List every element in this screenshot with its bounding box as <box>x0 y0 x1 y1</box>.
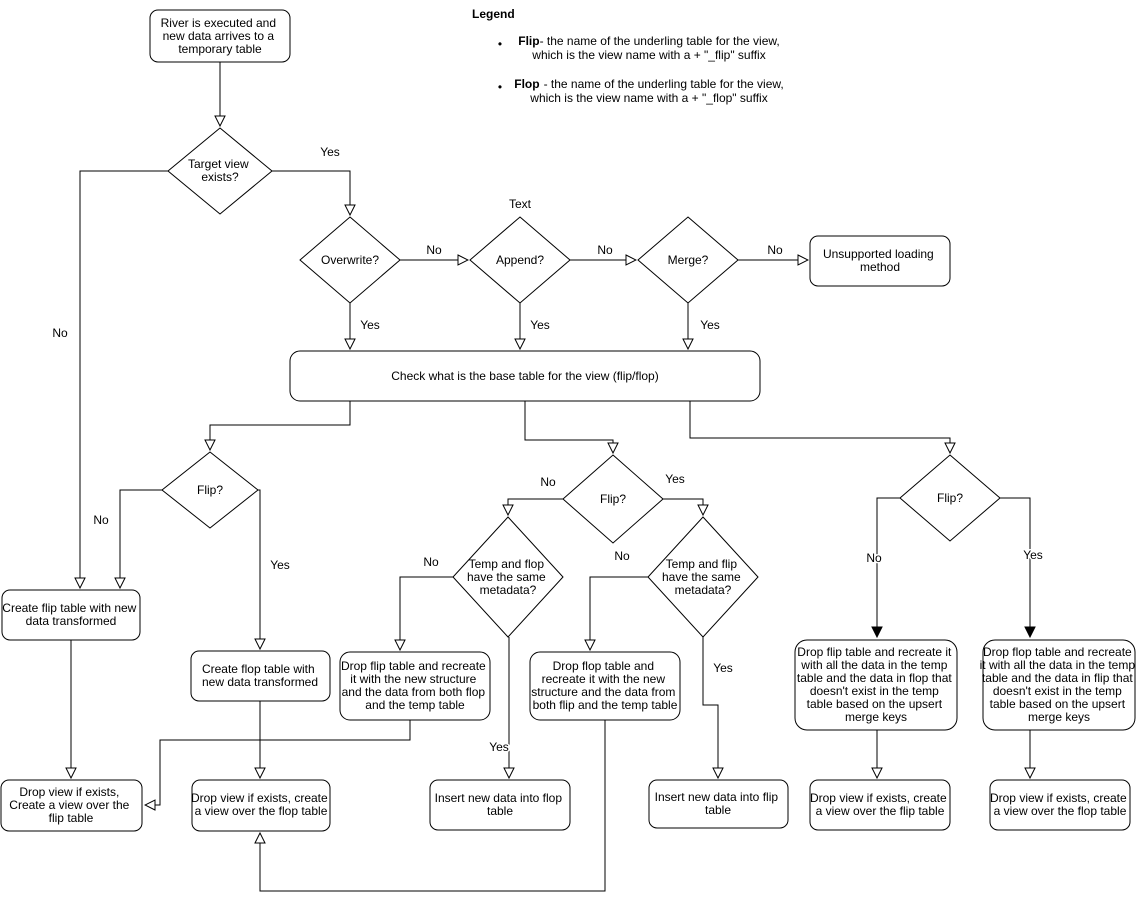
edge-temp-flop-no <box>400 577 453 650</box>
label-flip-right-yes: Yes <box>1023 548 1043 562</box>
node-drop-view-flop-right-label: Drop view if exists, create a view over the flop table <box>989 791 1127 818</box>
edge-flip-left-no <box>120 490 162 588</box>
edge-check-to-flip-right <box>690 401 950 453</box>
label-temp-flop-yes: Yes <box>489 740 509 754</box>
node-drop-view-flop-mid-label: Drop view if exists, create a view over the flop table <box>190 791 328 818</box>
node-flip-mid-label: Flip? <box>599 492 627 506</box>
legend-term-flip: Flip <box>518 34 540 48</box>
node-drop-flip-recreate-right <box>795 640 957 730</box>
edge-flip-mid-no <box>508 499 563 515</box>
node-insert-flop-label: Insert new data into flop table <box>434 791 563 818</box>
node-temp-flop-metadata-label: Temp and flop have the same metadata? <box>466 557 546 597</box>
node-drop-view-flop-mid <box>191 780 331 831</box>
node-drop-flip-recreate-mid <box>340 652 490 720</box>
node-overwrite <box>300 217 400 303</box>
label-temp-flip-no: No <box>614 549 630 563</box>
edge-flip-right-no <box>877 498 900 637</box>
node-temp-flip-metadata-label: Temp and flip have the same metadata? <box>661 557 741 597</box>
node-drop-view-flip-right-label: Drop view if exists, create a view over the flip table <box>809 791 947 818</box>
node-insert-flop <box>430 780 570 830</box>
edge-target-view-yes <box>272 171 350 215</box>
legend-item-flip-line1: Flip- the name of the underling table for the view, <box>518 34 780 48</box>
node-check-base-table-label: Check what is the base table for the view (flip/flop) <box>391 369 659 383</box>
node-merge <box>638 217 738 303</box>
node-drop-flop-recreate-mid-label: Drop flop table and recreate it with the new structure and the data from both flip and the temp table <box>531 659 678 712</box>
label-flip-mid-yes: Yes <box>665 472 685 486</box>
node-check-base-table <box>290 351 760 401</box>
node-merge-label: Merge? <box>667 253 709 267</box>
legend-term-flop: Flop <box>514 77 540 91</box>
edge-check-to-flip-left <box>210 401 350 450</box>
node-drop-flop-recreate-right-label: Drop flop table and recreate it with all the data in the temp table and the data in flip that doesn't exist in the temp table based on the upsert merge keys <box>979 645 1136 724</box>
label-floating-text: Text <box>508 197 532 211</box>
label-merge-no: No <box>767 243 783 257</box>
node-create-flop-table-label: Create flop table with new data transformed <box>201 662 319 689</box>
legend-item-flop-line2: which is the view name with a + "_flop" suffix <box>530 91 768 105</box>
legend-bullet-flip-icon: • <box>497 37 503 51</box>
label-flip-mid-no: No <box>540 475 556 489</box>
label-flip-left-no: No <box>93 513 109 527</box>
edge-temp-flip-no <box>590 577 648 650</box>
label-append-yes: Yes <box>530 318 550 332</box>
node-insert-flip <box>649 780 788 828</box>
edge-check-to-flip-mid <box>525 401 613 453</box>
label-append-no: No <box>597 243 613 257</box>
node-drop-flip-recreate-mid-label: Drop flip table and recreate it with the new structure and the data from both flop and the temp table <box>340 659 486 712</box>
label-temp-flip-yes: Yes <box>713 661 733 675</box>
edge-flip-mid-yes <box>663 499 703 515</box>
node-drop-view-flip-left <box>1 780 142 831</box>
node-flip-right <box>900 455 1000 541</box>
node-temp-flip-metadata <box>648 517 758 637</box>
edge-flip-left-yes <box>258 490 260 649</box>
legend-bullet-flop-icon: • <box>497 80 503 94</box>
node-river <box>150 10 290 62</box>
node-temp-flop-metadata <box>453 517 563 637</box>
legend-title: Legend <box>472 7 515 21</box>
label-target-view-no: No <box>52 326 68 340</box>
label-flip-right-no: No <box>866 551 882 565</box>
node-drop-view-flip-left-label: Drop view if exists, Create a view over the flip table <box>9 785 130 825</box>
node-append <box>470 217 570 303</box>
label-overwrite-yes: Yes <box>360 318 380 332</box>
node-drop-view-flop-right <box>990 780 1130 830</box>
label-overwrite-no: No <box>426 243 442 257</box>
node-unsupported-loading-label: Unsupported loading method <box>822 247 934 274</box>
label-merge-yes: Yes <box>700 318 720 332</box>
node-overwrite-label: Overwrite? <box>320 253 380 267</box>
node-drop-flip-recreate-right-label: Drop flip table and recreate it with all the data in the temp table and the data in flop that doesn't exist in the temp table based on the upsert merge keys <box>796 645 952 724</box>
node-append-label: Append? <box>495 253 545 267</box>
node-insert-flip-label: Insert new data into flip table <box>654 790 779 817</box>
node-unsupported-loading <box>810 236 950 286</box>
legend <box>472 7 784 105</box>
node-river-label: River is executed and new data arrives to a temporary table <box>160 16 277 56</box>
label-temp-flop-no: No <box>423 555 439 569</box>
node-target-view-exists <box>168 128 272 214</box>
node-create-flip-table <box>2 590 140 640</box>
label-flip-left-yes: Yes <box>270 558 290 572</box>
node-create-flop-table <box>191 651 330 701</box>
node-drop-flop-recreate-mid <box>530 652 680 720</box>
edge-flip-right-yes <box>1000 498 1030 637</box>
node-drop-view-flip-right <box>810 780 950 830</box>
node-flip-left <box>162 452 258 528</box>
node-flip-right-label: Flip? <box>936 491 964 505</box>
node-drop-flop-recreate-right <box>980 640 1139 730</box>
legend-item-flop-line1: Flop - the name of the underling table for the view, <box>514 77 784 91</box>
legend-item-flip-line2: which is the view name with a + "_flip" suffix <box>532 48 766 62</box>
edge-temp-flip-yes <box>703 637 718 778</box>
label-target-view-yes: Yes <box>320 145 340 159</box>
node-target-view-exists-label: Target view exists? <box>187 157 249 184</box>
node-create-flip-table-label: Create flip table with new data transformed <box>2 601 137 628</box>
node-flip-mid <box>563 455 663 543</box>
node-flip-left-label: Flip? <box>196 483 224 497</box>
